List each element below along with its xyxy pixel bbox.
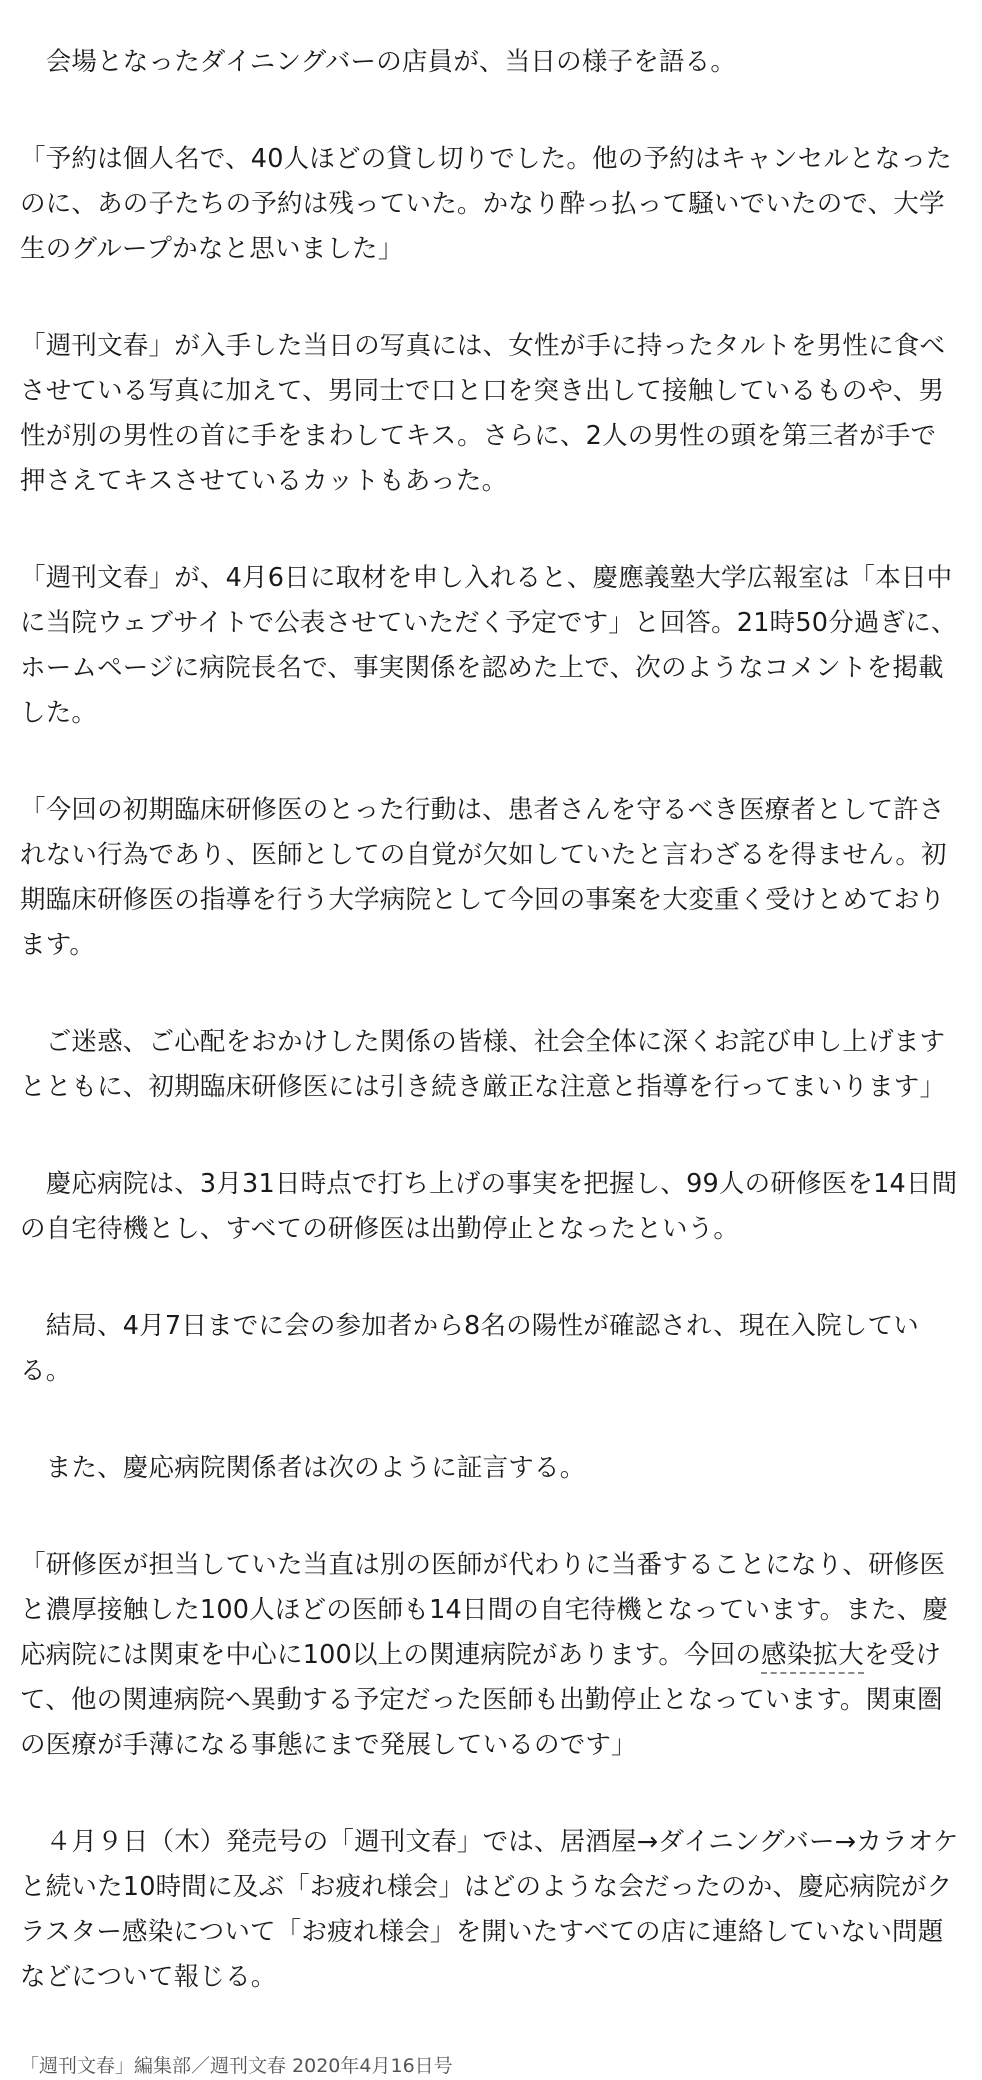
- paragraph-hospital-comment-2: ご迷惑、ご心配をおかけした関係の皆様、社会全体に深くお詫び申し上げますとともに、初期臨床研修医には引き続き厳正な注意と指導を行ってまいります」: [20, 1027, 946, 1102]
- paragraph-hospital-comment-1: 「今回の初期臨床研修医のとった行動は、患者さんを守るべき医療者として許されない行為であり、医師としての自覚が欠如していたと言わざるを得ません。初期臨床研修医の指導を行う大学病院として今回の事案を大変重く受けとめております。: [20, 795, 947, 960]
- keyword-link-infection-spread[interactable]: 感染拡大: [761, 1640, 864, 1674]
- paragraph-insider-intro: また、慶応病院関係者は次のように証言する。: [20, 1453, 586, 1483]
- insider-quote-text-before: 「研修医が担当していた当直は別の医師が代わりに当番することになり、研修医と濃厚接触した100人ほどの医師も14日間の自宅待機となっています。また、慶応病院には関東を中心に100以上の関連病院があります。今回の: [20, 1550, 949, 1670]
- article-credit: 「週刊文春」編集部／週刊文春 2020年4月16日号: [20, 2055, 453, 2077]
- paragraph-issue-announcement: ４月９日（木）発売号の「週刊文春」では、居酒屋→ダイニングバー→カラオケと続いた10時間に及ぶ「お疲れ様会」はどのような会だったのか、慶応病院がクラスター感染について「お疲れ様会」を開いたすべての店に連絡していない問題などについて報じる。: [20, 1827, 959, 1992]
- insider-quote-text-after: を受けて、他の関連病院へ異動する予定だった医師も出勤停止となっています。関東圏の医療が手薄になる事態にまで発展しているのです」: [20, 1640, 943, 1760]
- paragraph-bar-staff-quote: 「予約は個人名で、40人ほどの貸し切りでした。他の予約はキャンセルとなったのに、あの子たちの予約は残っていた。かなり酔っ払って騒いでいたので、大学生のグループかなと思いました」: [20, 144, 952, 264]
- paragraph-interview-request: 「週刊文春」が、4月6日に取材を申し入れると、慶應義塾大学広報室は「本日中に当院ウェブサイトで公表させていただく予定です」と回答。21時50分過ぎに、ホームページに病院長名で、事実関係を認めた上で、次のようなコメントを掲載した。: [20, 563, 957, 728]
- paragraph-positive-cases: 結局、4月7日までに会の参加者から8名の陽性が確認され、現在入院している。: [20, 1311, 919, 1386]
- paragraph-photo-description: 「週刊文春」が入手した当日の写真には、女性が手に持ったタルトを男性に食べさせている写真に加えて、男同士で口と口を突き出して接触しているものや、男性が別の男性の首に手をまわしてキス。さらに、2人の男性の頭を第三者が手で押さえてキスさせているカットもあった。: [20, 331, 946, 496]
- paragraph-bar-staff-intro: 会場となったダイニングバーの店員が、当日の様子を語る。: [20, 47, 737, 77]
- paragraph-insider-quote: [20, 1543, 960, 1768]
- paragraph-quarantine: 慶応病院は、3月31日時点で打ち上げの事実を把握し、99人の研修医を14日間の自宅待機とし、すべての研修医は出勤停止となったという。: [20, 1169, 958, 1244]
